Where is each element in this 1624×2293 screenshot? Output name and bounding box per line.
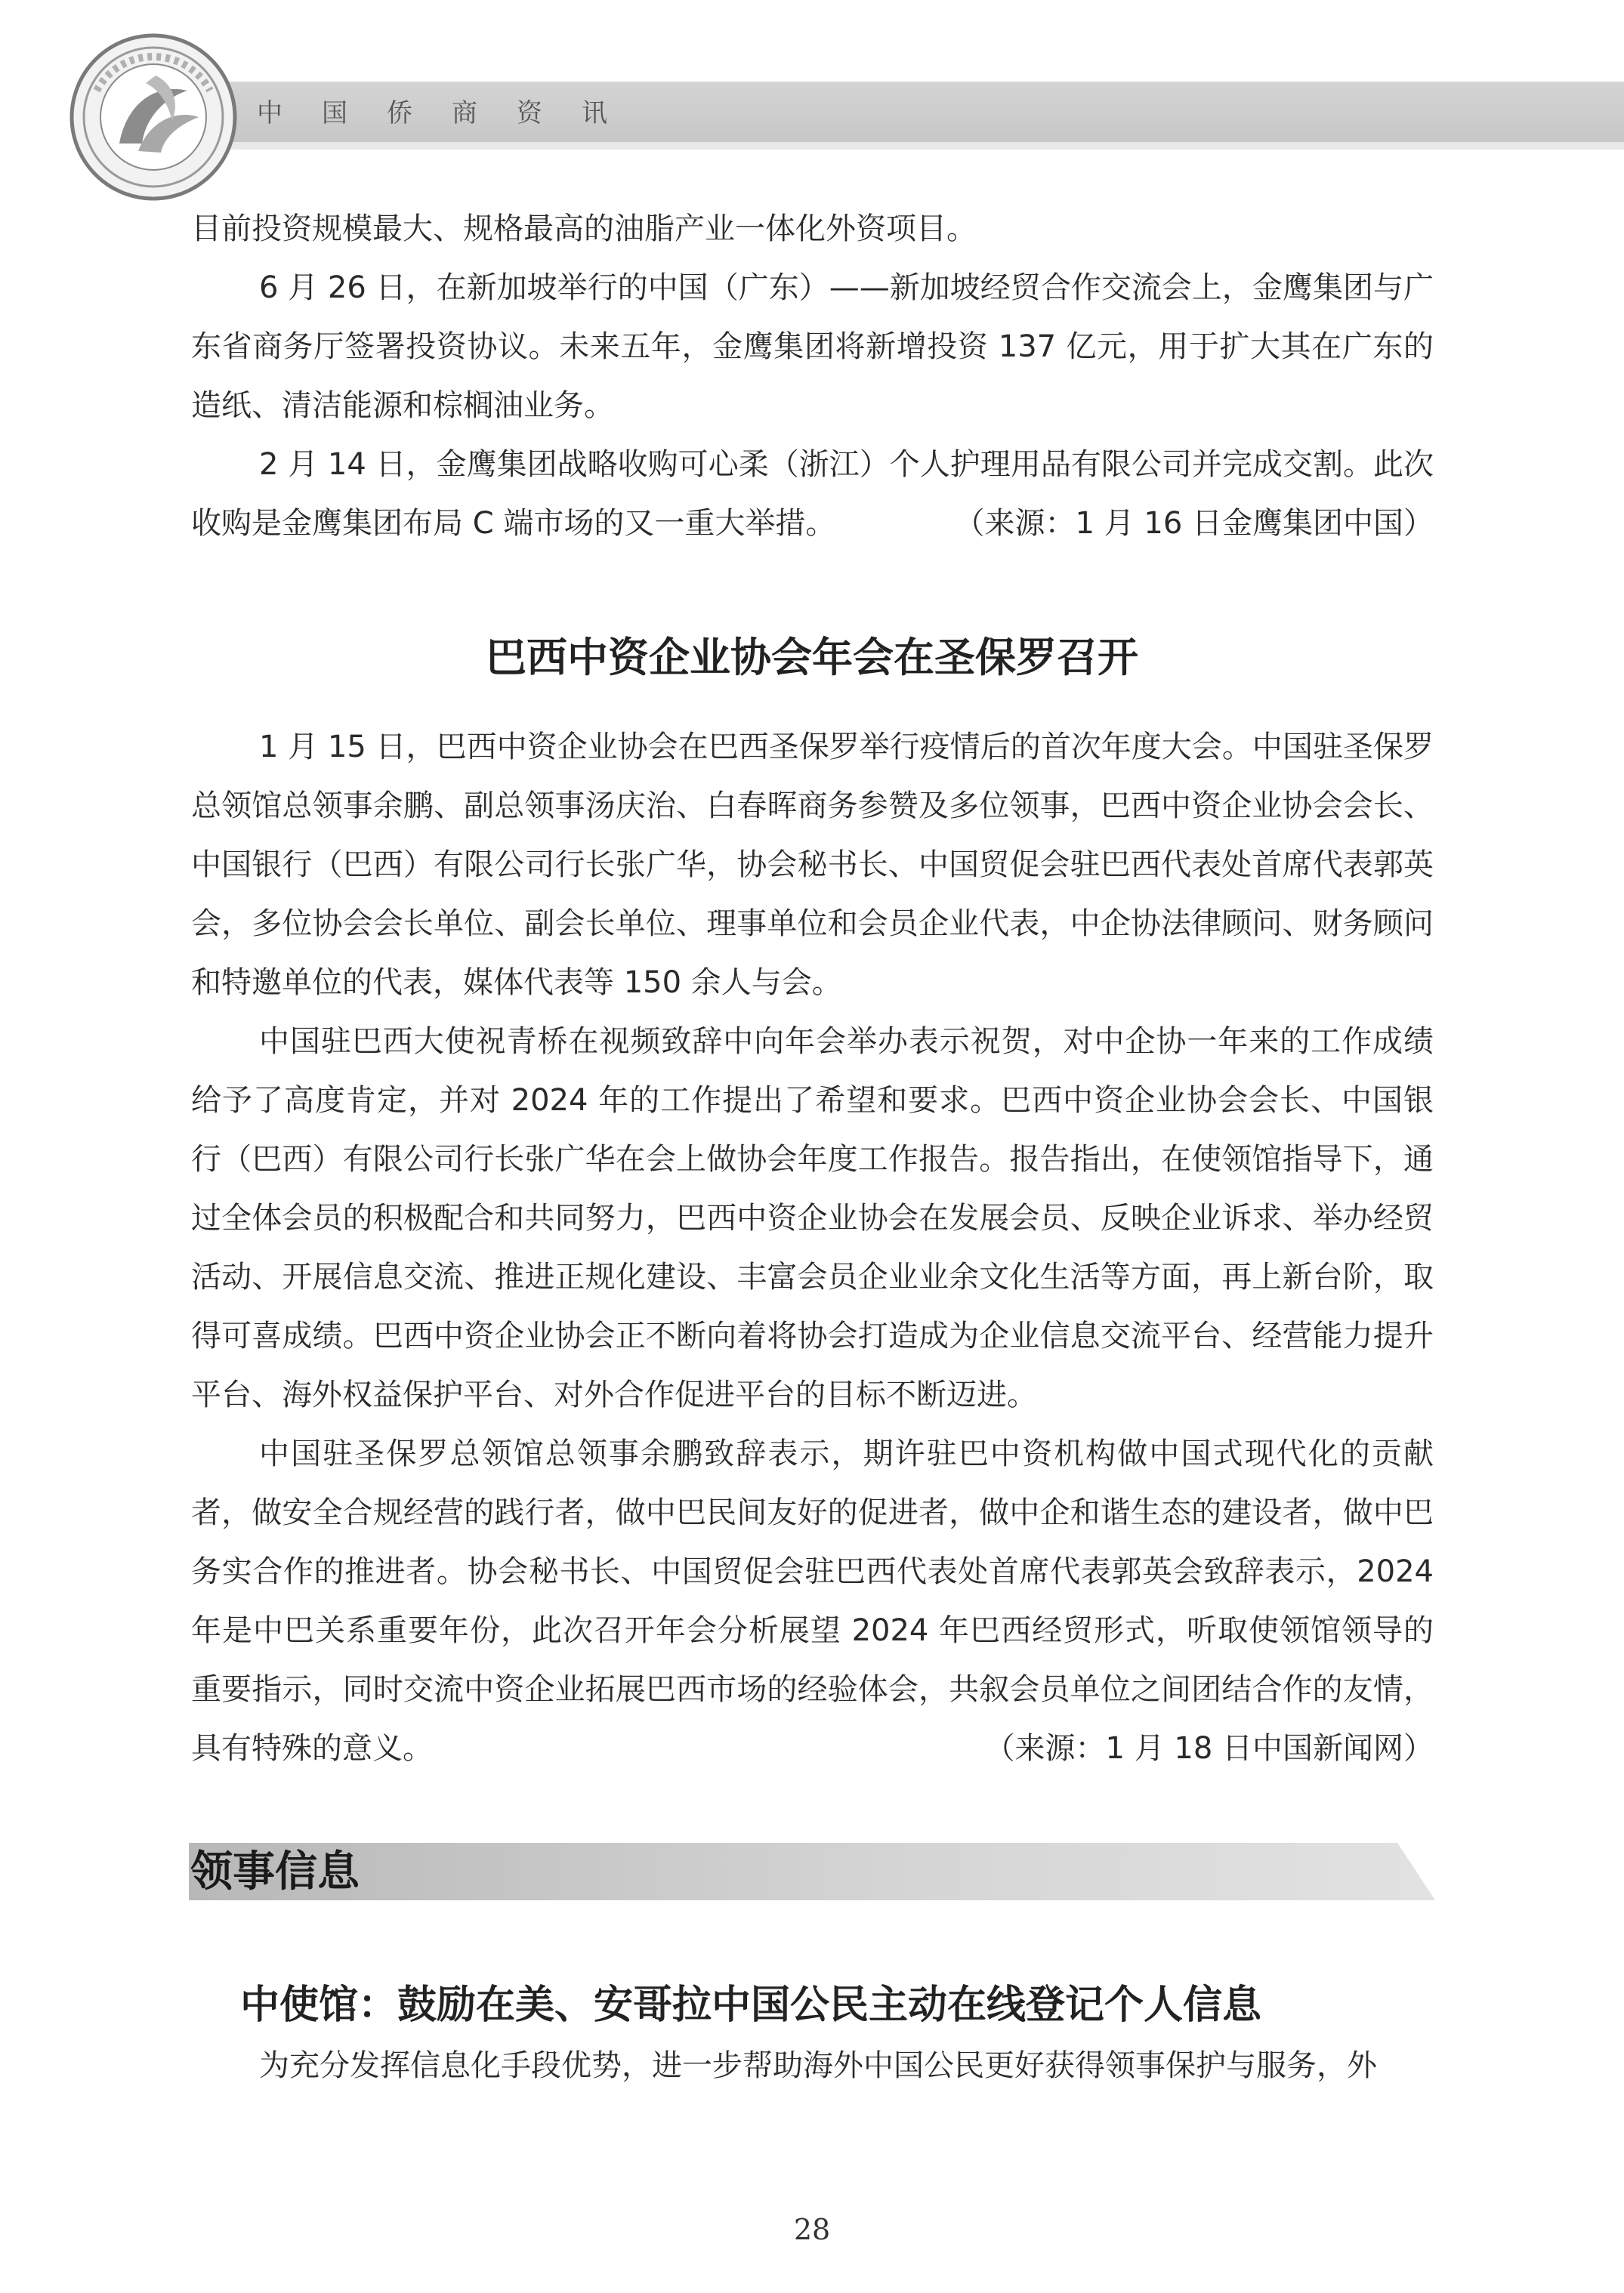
section-title: 领事信息 [190,1847,360,1896]
article2-source: （来源：1 月 18 日中国新闻网） [984,1731,1434,1766]
section-band [189,1843,1435,1900]
page-number: 28 [793,2213,831,2246]
chinese-overseas-chamber-logo-icon [66,30,240,204]
article1-paragraph-1: 目前投资规模最大、规格最高的油脂产业一体化外资项目。 [191,211,977,246]
article1-source: （来源：1 月 16 日金鹰集团中国） [954,506,1434,541]
article1-paragraph-2: 6 月 26 日，在新加坡举行的中国（广东）——新加坡经贸合作交流会上，金鹰集团与广东省商务厅签署投资协议。未来五年，金鹰集团将新增投资 137 亿元，用于扩大其在广东的造纸、清洁能源和棕榈油业务。 [191,270,1434,423]
article1-paragraph-3-text: 2 月 14 日，金鹰集团战略收购可心柔（浙江）个人护理用品有限公司并完成交割。此次收购是金鹰集团布局 C 端市场的又一重大举措。 [191,447,1434,541]
article2-paragraph-3-text: 中国驻圣保罗总领馆总领事余鹏致辞表示，期许驻巴中资机构做中国式现代化的贡献者，做安全合规经营的践行者，做中巴民间友好的促进者，做中企和谐生态的建设者，做中巴务实合作的推进者。协会秘书长、中国贸促会驻巴西代表处首席代表郭英会致辞表示，2024 年是中巴关系重要年份，此次召开年会分析展望 2024 年巴西经贸形式，听取使领馆领导的重要指示，同时交流中资企业拓展巴西市场的经验体会，共叙会员单位之间团结合作的友情，具有特殊的意义。 [191,1437,1434,1766]
article2-paragraph-2: 中国驻巴西大使祝青桥在视频致辞中向年会举办表示祝贺，对中企协一年来的工作成绩给予了高度肯定，并对 2024 年的工作提出了希望和要求。巴西中资企业协会会长、中国银行（巴西）有限公司行长张广华在会上做协会年度工作报告。报告指出，在使领馆指导下，通过全体会员的积极配合和共同努力，巴西中资企业协会在发展会员、反映企业诉求、举办经贸活动、开展信息交流、推进正规化建设、丰富会员企业业余文化生活等方面，再上新台阶，取得可喜成绩。巴西中资企业协会正不断向着将协会打造成为企业信息交流平台、经营能力提升平台、海外权益保护平台、对外合作促进平台的目标不断迈进。 [191,1024,1434,1412]
article2-paragraph-3 [191,1424,1434,1778]
article1-paragraph-3 [191,435,1434,553]
article3-paragraph-1: 为充分发挥信息化手段优势，进一步帮助海外中国公民更好获得领事保护与服务，外 [259,2048,1377,2083]
article3-title: 中使馆：鼓励在美、安哥拉中国公民主动在线登记个人信息 [240,1983,1262,2028]
article2-paragraph-1: 1 月 15 日，巴西中资企业协会在巴西圣保罗举行疫情后的首次年度大会。中国驻圣保罗总领馆总领事余鹏、副总领事汤庆治、白春晖商务参赞及多位领事，巴西中资企业协会会长、中国银行（巴西）有限公司行长张广华，协会秘书长、中国贸促会驻巴西代表处首席代表郭英会，多位协会会长单位、副会长单位、理事单位和会员企业代表，中企协法律顾问、财务顾问和特邀单位的代表，媒体代表等 150 余人与会。 [191,730,1434,1000]
article2-title: 巴西中资企业协会年会在圣保罗召开 [486,634,1138,681]
header-band-accent [136,142,1624,150]
header-title: 中国侨商资讯 [257,98,647,128]
